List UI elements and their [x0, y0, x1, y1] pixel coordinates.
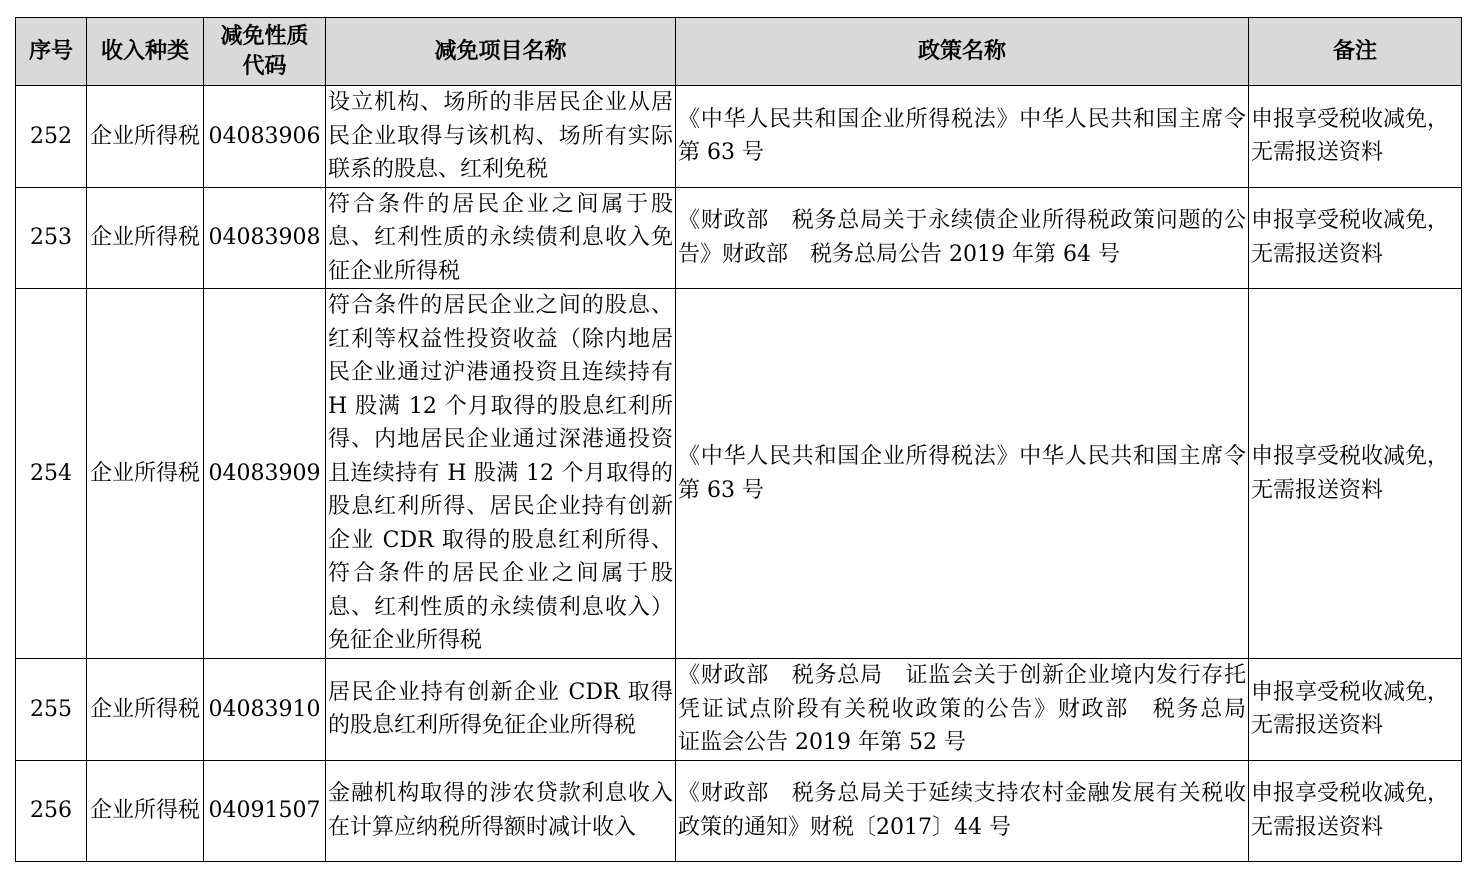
- table-row: [16, 187, 1462, 289]
- cell-seq: 253: [16, 187, 87, 289]
- header-code: [204, 18, 326, 86]
- cell-policy: 《中华人民共和国企业所得税法》中华人民共和国主席令第 63 号: [676, 289, 1249, 659]
- cell-seq: 254: [16, 289, 87, 659]
- table-row: [16, 86, 1462, 188]
- cell-note: 申报享受税收减免，无需报送资料: [1249, 659, 1462, 761]
- header-item: 减免项目名称: [326, 18, 676, 86]
- cell-code: 04083906: [204, 86, 326, 188]
- cell-policy: 《财政部 税务总局关于延续支持农村金融发展有关税收政策的通知》财税〔2017〕44 号: [676, 760, 1249, 861]
- table-row: [16, 659, 1462, 761]
- cell-kind: 企业所得税: [87, 86, 204, 188]
- header-policy: 政策名称: [676, 18, 1249, 86]
- cell-item: 符合条件的居民企业之间属于股息、红利性质的永续债利息收入免征企业所得税: [326, 187, 676, 289]
- cell-kind: 企业所得税: [87, 187, 204, 289]
- cell-note: 申报享受税收减免，无需报送资料: [1249, 187, 1462, 289]
- cell-kind: 企业所得税: [87, 659, 204, 761]
- tax-relief-table-sheet: [15, 17, 1462, 862]
- cell-item: 符合条件的居民企业之间的股息、红利等权益性投资收益（除内地居民企业通过沪港通投资且连续持有 H 股满 12 个月取得的股息红利所得、内地居民企业通过深港通投资且连续持有 H 股满 12 个月取得的股息红利所得、居民企业持有创新企业 CDR 取得的股息红利所得、符合条件的居民企业之间属于股息、红利性质的永续债利息收入）免征企业所得税: [326, 289, 676, 659]
- cell-policy: 《财政部 税务总局 证监会关于创新企业境内发行存托凭证试点阶段有关税收政策的公告》财政部 税务总局 证监会公告 2019 年第 52 号: [676, 659, 1249, 761]
- header-kind: 收入种类: [87, 18, 204, 86]
- cell-kind: 企业所得税: [87, 289, 204, 659]
- cell-item: 居民企业持有创新企业 CDR 取得的股息红利所得免征企业所得税: [326, 659, 676, 761]
- table-row: [16, 760, 1462, 861]
- cell-code: 04083909: [204, 289, 326, 659]
- cell-code: 04083910: [204, 659, 326, 761]
- table-row: [16, 289, 1462, 659]
- header-code-line2: 代码: [242, 53, 287, 79]
- cell-seq: 252: [16, 86, 87, 188]
- cell-code: 04083908: [204, 187, 326, 289]
- cell-seq: 255: [16, 659, 87, 761]
- cell-code: 04091507: [204, 760, 326, 861]
- cell-item: 设立机构、场所的非居民企业从居民企业取得与该机构、场所有实际联系的股息、红利免税: [326, 86, 676, 188]
- table-header-row: [16, 18, 1462, 86]
- cell-note: 申报享受税收减免，无需报送资料: [1249, 760, 1462, 861]
- header-code-line1: 减免性质: [220, 23, 309, 49]
- header-note: 备注: [1249, 18, 1462, 86]
- cell-kind: 企业所得税: [87, 760, 204, 861]
- cell-policy: 《中华人民共和国企业所得税法》中华人民共和国主席令第 63 号: [676, 86, 1249, 188]
- cell-note: 申报享受税收减免，无需报送资料: [1249, 86, 1462, 188]
- cell-seq: 256: [16, 760, 87, 861]
- cell-note: 申报享受税收减免，无需报送资料: [1249, 289, 1462, 659]
- header-seq: 序号: [16, 18, 87, 86]
- tax-relief-table: [15, 17, 1462, 862]
- cell-policy: 《财政部 税务总局关于永续债企业所得税政策问题的公告》财政部 税务总局公告 2019 年第 64 号: [676, 187, 1249, 289]
- cell-item: 金融机构取得的涉农贷款利息收入在计算应纳税所得额时减计收入: [326, 760, 676, 861]
